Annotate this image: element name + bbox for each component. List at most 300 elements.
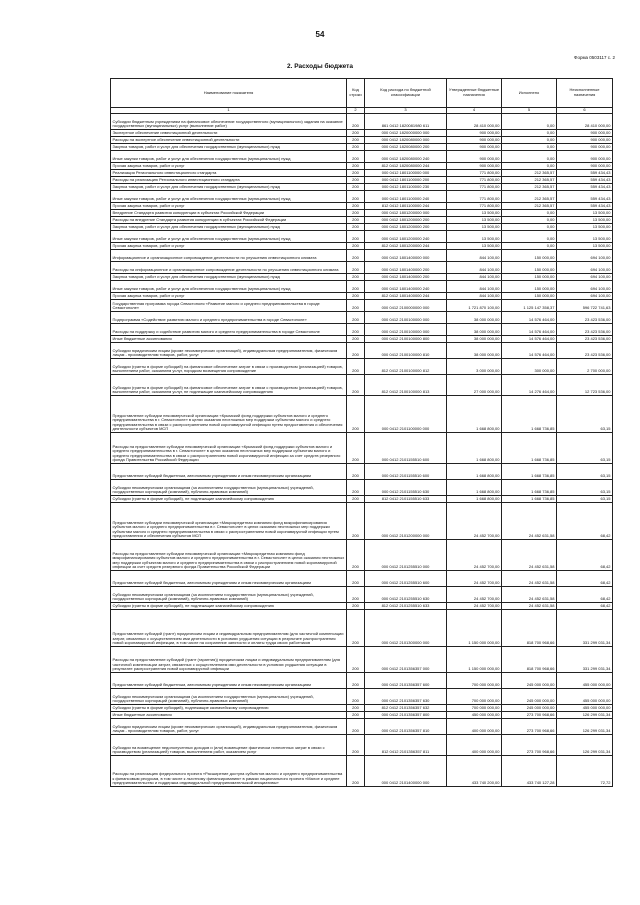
row-executed: 1 125 147 358,37 — [502, 300, 557, 312]
row-approved: 450 000 000,00 — [447, 712, 502, 719]
row-approved: 700 000 000,00 — [447, 689, 502, 705]
row-name: Предоставление субсидий бюджетным, автономным учреждениям и иным некоммерческим организациям — [111, 571, 347, 587]
row-budget-code: 000 0412 2100100000 000 — [365, 312, 447, 324]
row-approved: 844 100,00 — [447, 293, 502, 300]
row-budget-code: 812 0412 1801200000 244 — [365, 243, 447, 250]
row-name: Иные закупки товаров, работ и услуг для обеспечения государственных (муниципальных) нужд — [111, 281, 347, 293]
row-name: Субсидии (гранты в форме субсидий), не подлежащие казначейскому сопровождению — [111, 603, 347, 610]
row-budget-code: 000 0412 1801100000 200 — [365, 177, 447, 184]
column-number: 4 — [447, 108, 502, 114]
row-unexecuted: 694 100,00 — [557, 262, 613, 274]
row-approved: 700 000 000,00 — [447, 673, 502, 689]
row-budget-code: 812 0412 2100100000 812 — [365, 359, 447, 375]
row-name: Государственная программа города Севастополя «Развитие малого и среднего предпринимательства в городе Севастополе» — [111, 300, 347, 312]
row-name: Расходы на информационное и организационное сопровождение деятельности по улучшению инвестиционного климата — [111, 262, 347, 274]
row-unexecuted: 12 723 536,00 — [557, 375, 613, 396]
row-line-code: 200 — [347, 184, 365, 191]
table-row — [111, 243, 613, 250]
row-approved: 900 000,00 — [447, 130, 502, 137]
row-approved: 24 452 700,00 — [447, 603, 502, 610]
row-name: Информационное и организационное сопровождение деятельности по улучшению инвестиционного климата — [111, 250, 347, 262]
table-row — [111, 587, 613, 603]
row-line-code: 200 — [347, 719, 365, 735]
table-row — [111, 689, 613, 705]
row-unexecuted: 68,42 — [557, 540, 613, 571]
row-approved: 24 452 700,00 — [447, 587, 502, 603]
form-code: Форма 0503117 с. 2 — [574, 55, 615, 60]
row-executed: 24 452 631,58 — [502, 540, 557, 571]
table-row — [111, 184, 613, 191]
row-approved: 38 000 000,00 — [447, 336, 502, 343]
row-budget-code: 000 0412 2101155510 630 — [365, 480, 447, 496]
row-line-code: 200 — [347, 705, 365, 712]
row-name: Субсидии юридическим лицам (кроме некоммерческих организаций), индивидуальным предпринимателям, физическим лицам - производителям товаров, работ, услуг — [111, 343, 347, 359]
row-unexecuted: 559 434,43 — [557, 191, 613, 203]
row-name: Иные бюджетные ассигнования — [111, 336, 347, 343]
row-budget-code: 000 0412 1801400000 200 — [365, 274, 447, 281]
table-row — [111, 217, 613, 224]
table-row — [111, 610, 613, 647]
table-row — [111, 163, 613, 170]
row-line-code: 200 — [347, 603, 365, 610]
table-row — [111, 603, 613, 610]
row-line-code: 200 — [347, 130, 365, 137]
row-executed: 212 365,57 — [502, 170, 557, 177]
row-executed: 1 668 736,85 — [502, 496, 557, 503]
row-executed: 0,00 — [502, 130, 557, 137]
row-line-code: 200 — [347, 735, 365, 756]
row-budget-code: 000 0412 2101356357 810 — [365, 719, 447, 735]
row-name: Прочая закупка товаров, работ и услуг — [111, 203, 347, 210]
row-unexecuted: 126 299 031,34 — [557, 712, 613, 719]
row-name: Закупка товаров, работ и услуг для обеспечения государственных (муниципальных) нужд — [111, 144, 347, 151]
column-number: 2 — [347, 108, 365, 114]
row-name: Расходы на внедрение Стандарта развития конкуренции в субъектах Российской Федерации — [111, 217, 347, 224]
table-row — [111, 210, 613, 217]
row-budget-code: 812 0412 2101356357 632 — [365, 705, 447, 712]
row-approved: 771 800,00 — [447, 203, 502, 210]
row-line-code: 200 — [347, 480, 365, 496]
row-budget-code: 000 0412 2101356357 800 — [365, 712, 447, 719]
row-unexecuted: 13 500,00 — [557, 231, 613, 243]
row-budget-code: 000 0412 1801100000 240 — [365, 191, 447, 203]
table-row — [111, 203, 613, 210]
row-line-code: 200 — [347, 191, 365, 203]
row-executed: 1 668 736,85 — [502, 396, 557, 433]
row-line-code: 200 — [347, 224, 365, 231]
row-line-code: 200 — [347, 503, 365, 540]
row-name: Предоставление субсидий (грант) юридическим лицам и индивидуальным предпринимателям (для частичной компенсации затрат, связанных с осуществлением ими деятельности в условиях ухудшения ситуации в результате распространения новой коронавирусной инфекции, в том числе на сохранение занятости и оплаты труда своих работников — [111, 610, 347, 647]
table-row — [111, 144, 613, 151]
row-line-code: 200 — [347, 163, 365, 170]
row-line-code: 200 — [347, 433, 365, 464]
row-unexecuted: 455 000 000,00 — [557, 673, 613, 689]
row-unexecuted: 23 423 536,00 — [557, 324, 613, 336]
row-name: Расходы на предоставление субсидии некоммерческой организации «Крымский фонд поддержки субъектов малого и среднего предпринимательства в г. Севастополе» в целях оказания неотложных мер поддержки субъектам малого и среднего предпринимательства в связи с распространением новой коронавирусной инфекции за счет средств резервного фонда Правительства Российской Федерации — [111, 433, 347, 464]
row-budget-code: 000 0412 2100100000 810 — [365, 343, 447, 359]
table-row — [111, 114, 613, 130]
row-name: Субсидии юридическим лицам (кроме некоммерческих организаций), индивидуальным предпринимателям, физическим лицам - производителям товаров, работ, услуг — [111, 719, 347, 735]
table-row — [111, 281, 613, 293]
row-name: Предоставление субсидии некоммерческой организации «Микрокредитная компания фонд микрофинансирования субъектов малого и среднего предпринимательства в г. Севастополе» в целях оказания неотложных мер поддержки субъектам малого и среднего предпринимательства в связи с распространением новой коронавирусной инфекции путем предоставления и обеспечения субъектов МСП — [111, 503, 347, 540]
row-budget-code: 000 0412 1801400000 240 — [365, 281, 447, 293]
row-approved: 900 000,00 — [447, 151, 502, 163]
table-row — [111, 433, 613, 464]
row-name: Субсидии (гранты в форме субсидий), подлежащие казначейскому сопровождению — [111, 705, 347, 712]
table-row — [111, 712, 613, 719]
row-executed: 24 452 631,58 — [502, 503, 557, 540]
table-row — [111, 540, 613, 571]
row-unexecuted: 28 410 000,00 — [557, 114, 613, 130]
row-approved: 771 800,00 — [447, 170, 502, 177]
row-budget-code: 000 0412 1801400000 000 — [365, 250, 447, 262]
row-line-code: 200 — [347, 396, 365, 433]
row-approved: 24 452 700,00 — [447, 571, 502, 587]
row-unexecuted: 559 434,43 — [557, 177, 613, 184]
row-name: Реализация Регионального инвестиционного стандарта — [111, 170, 347, 177]
row-unexecuted: 694 100,00 — [557, 281, 613, 293]
row-line-code: 200 — [347, 217, 365, 224]
row-line-code: 200 — [347, 647, 365, 673]
table-row — [111, 130, 613, 137]
row-executed: 24 452 631,58 — [502, 603, 557, 610]
table-row — [111, 464, 613, 480]
row-approved: 844 100,00 — [447, 281, 502, 293]
row-name: Расходы на реализацию федерального проекта «Расширение доступа субъектов малого и среднего предпринимательства к финансовым ресурсам, в том числе к льготному финансированию» в рамках национального проекта «Малое и среднее предпринимательство и поддержка индивидуальной предпринимательской инициативы» — [111, 756, 347, 787]
row-executed: 14 276 464,00 — [502, 375, 557, 396]
row-line-code: 200 — [347, 243, 365, 250]
row-line-code: 200 — [347, 177, 365, 184]
row-budget-code: 000 0412 2100100000 000 — [365, 324, 447, 336]
row-budget-code: 812 0412 2101155510 633 — [365, 496, 447, 503]
row-name: Расходы на предоставление субсидий (грант (гарантия)) юридическим лицам и индивидуальным предпринимателям (для частичной компенсации затрат, связанных с осуществлением ими деятельности в условиях ухудшения ситуации в результате распространения новой коронавирусной инфекции — [111, 647, 347, 673]
row-unexecuted: 694 100,00 — [557, 274, 613, 281]
row-executed: 212 365,57 — [502, 203, 557, 210]
row-unexecuted: 13 500,00 — [557, 210, 613, 217]
row-budget-code: 000 0412 2100100000 800 — [365, 336, 447, 343]
table-row — [111, 396, 613, 433]
row-executed: 818 700 968,66 — [502, 647, 557, 673]
row-line-code: 200 — [347, 610, 365, 647]
expenses-table — [110, 78, 613, 787]
row-executed: 273 700 968,66 — [502, 712, 557, 719]
table-row — [111, 647, 613, 673]
row-name: Иные закупки товаров, работ и услуг для обеспечения государственных (муниципальных) нужд — [111, 191, 347, 203]
row-approved: 24 452 700,00 — [447, 540, 502, 571]
row-unexecuted: 63,15 — [557, 433, 613, 464]
table-row — [111, 262, 613, 274]
row-unexecuted: 72,72 — [557, 756, 613, 787]
row-name: Расходы на предоставление субсидии некоммерческой организации «Микрокредитная компания фонд микрофинансирования субъектов малого и среднего предпринимательства в г. Севастополе» в целях оказания неотложных мер поддержки субъектам малого и среднего предпринимательства в связи с распространением новой коронавирусной инфекции за счет средств резервного фонда Правительства Российской Федерации — [111, 540, 347, 571]
row-budget-code: 000 0412 2101300000 000 — [365, 610, 447, 647]
table-row — [111, 705, 613, 712]
row-name: Субсидии на возмещение недополученных доходов и (или) возмещение фактически понесенных затрат в связи с производством (реализацией) товаров, выполнением работ, оказанием услуг — [111, 735, 347, 756]
row-approved: 844 100,00 — [447, 262, 502, 274]
table-row — [111, 312, 613, 324]
header-executed: Исполнено — [502, 79, 557, 108]
row-budget-code: 000 0412 2101100000 000 — [365, 396, 447, 433]
row-executed: 150 000,00 — [502, 262, 557, 274]
row-budget-code: 812 0412 2101356357 811 — [365, 735, 447, 756]
row-line-code: 200 — [347, 250, 365, 262]
row-budget-code: 000 0412 1820000000 000 — [365, 130, 447, 137]
row-line-code: 200 — [347, 375, 365, 396]
row-executed: 14 576 464,00 — [502, 324, 557, 336]
row-budget-code: 000 0412 2101356357 000 — [365, 647, 447, 673]
row-approved: 844 100,00 — [447, 274, 502, 281]
row-budget-code: 812 0412 1801100000 244 — [365, 203, 447, 210]
row-unexecuted: 331 299 031,34 — [557, 610, 613, 647]
header-unexecuted: Неисполненные назначения — [557, 79, 613, 108]
row-name: Иные бюджетные ассигнования — [111, 712, 347, 719]
row-approved: 38 000 000,00 — [447, 324, 502, 336]
row-budget-code: 000 0412 2101255510 000 — [365, 540, 447, 571]
row-executed: 0,00 — [502, 163, 557, 170]
table-row — [111, 375, 613, 396]
row-budget-code: 000 0412 2101400000 000 — [365, 756, 447, 787]
row-approved: 1 668 800,00 — [447, 464, 502, 480]
row-name: Закупка товаров, работ и услуг для обеспечения государственных (муниципальных) нужд — [111, 274, 347, 281]
row-unexecuted: 126 299 031,34 — [557, 735, 613, 756]
row-budget-code: 000 0412 1801200000 240 — [365, 231, 447, 243]
row-unexecuted: 900 000,00 — [557, 144, 613, 151]
row-approved: 1 668 800,00 — [447, 433, 502, 464]
table-row — [111, 250, 613, 262]
row-budget-code: 000 0412 2101155510 600 — [365, 433, 447, 464]
row-budget-code: 000 0412 2101155510 600 — [365, 464, 447, 480]
table-row — [111, 503, 613, 540]
row-executed: 0,00 — [502, 137, 557, 144]
row-name: Иные закупки товаров, работ и услуг для обеспечения государственных (муниципальных) нужд — [111, 151, 347, 163]
row-executed: 14 576 464,00 — [502, 343, 557, 359]
row-executed: 24 452 631,58 — [502, 587, 557, 603]
row-budget-code: 000 0412 1820080000 000 — [365, 137, 447, 144]
row-budget-code: 812 0412 1820080000 244 — [365, 163, 447, 170]
table-row — [111, 496, 613, 503]
row-unexecuted: 596 722 741,63 — [557, 300, 613, 312]
row-name: Предоставление субсидии некоммерческой организации «Крымский фонд поддержки субъектов малого и среднего предпринимательства в г. Севастополе» в целях оказания неотложных мер поддержки субъектам малого и среднего предпринимательства в связи с распространением новой коронавирусной инфекции путем предоставления и обеспечения деятельности субъектов МСП — [111, 396, 347, 433]
row-budget-code: 000 0412 2101255510 600 — [365, 571, 447, 587]
table-row — [111, 359, 613, 375]
row-budget-code: 000 0412 2101200000 000 — [365, 503, 447, 540]
row-executed: 150 000,00 — [502, 250, 557, 262]
page-number: 54 — [315, 30, 325, 39]
row-budget-code: 000 0412 2101356357 600 — [365, 673, 447, 689]
row-executed: 273 700 968,66 — [502, 719, 557, 735]
row-line-code: 200 — [347, 359, 365, 375]
row-unexecuted: 2 700 000,00 — [557, 359, 613, 375]
row-budget-code: 812 0412 1801400000 244 — [365, 293, 447, 300]
row-line-code: 200 — [347, 114, 365, 130]
header-line-code: Код строки — [347, 79, 365, 108]
row-approved: 700 000 000,00 — [447, 705, 502, 712]
row-budget-code: 000 0412 1801200000 200 — [365, 224, 447, 231]
table-row — [111, 480, 613, 496]
column-number: 6 — [557, 108, 613, 114]
column-number: 3 — [365, 108, 447, 114]
row-line-code: 200 — [347, 336, 365, 343]
header-approved: Утвержденные бюджетные назначения — [447, 79, 502, 108]
table-row — [111, 343, 613, 359]
row-name: Закупка товаров, работ и услуг для обеспечения государственных (муниципальных) нужд — [111, 224, 347, 231]
row-unexecuted: 13 500,00 — [557, 243, 613, 250]
row-line-code: 200 — [347, 151, 365, 163]
row-budget-code: 000 0412 1801100000 000 — [365, 170, 447, 177]
row-unexecuted: 900 000,00 — [557, 137, 613, 144]
row-unexecuted: 900 000,00 — [557, 130, 613, 137]
row-executed: 300 000,00 — [502, 359, 557, 375]
table-body — [111, 114, 613, 787]
row-budget-code: 000 0412 1820080000 240 — [365, 151, 447, 163]
row-name: Расходы на реализацию Регионального инвестиционного стандарта — [111, 177, 347, 184]
row-name: Закупка товаров, работ и услуг для обеспечения государственных (муниципальных) нужд — [111, 184, 347, 191]
row-line-code: 200 — [347, 144, 365, 151]
row-approved: 900 000,00 — [447, 144, 502, 151]
row-budget-code: 000 0412 2100000000 000 — [365, 300, 447, 312]
row-unexecuted: 63,15 — [557, 396, 613, 433]
row-approved: 13 500,00 — [447, 210, 502, 217]
row-line-code: 200 — [347, 496, 365, 503]
row-budget-code: 000 0412 1801200000 200 — [365, 217, 447, 224]
row-name: Прочая закупка товаров, работ и услуг — [111, 163, 347, 170]
row-budget-code: 000 0412 1801100000 230 — [365, 184, 447, 191]
row-executed: 245 000 000,00 — [502, 673, 557, 689]
row-unexecuted: 694 100,00 — [557, 250, 613, 262]
row-unexecuted: 559 434,43 — [557, 170, 613, 177]
row-line-code: 200 — [347, 300, 365, 312]
table-row — [111, 151, 613, 163]
row-approved: 771 800,00 — [447, 177, 502, 184]
row-executed: 0,00 — [502, 217, 557, 224]
row-unexecuted: 13 500,00 — [557, 217, 613, 224]
row-line-code: 200 — [347, 343, 365, 359]
table-row — [111, 137, 613, 144]
row-approved: 27 000 000,00 — [447, 375, 502, 396]
row-line-code: 200 — [347, 210, 365, 217]
row-approved: 1 150 000 000,00 — [447, 647, 502, 673]
table-row — [111, 300, 613, 312]
row-line-code: 200 — [347, 587, 365, 603]
row-unexecuted: 68,42 — [557, 571, 613, 587]
row-unexecuted: 63,15 — [557, 480, 613, 496]
row-executed: 24 452 631,58 — [502, 571, 557, 587]
row-approved: 38 000 000,00 — [447, 312, 502, 324]
table-row — [111, 177, 613, 184]
row-executed: 212 365,57 — [502, 177, 557, 184]
row-approved: 3 000 000,00 — [447, 359, 502, 375]
header-name: Наименование показателя — [111, 79, 347, 108]
row-approved: 900 000,00 — [447, 163, 502, 170]
row-budget-code: 812 0412 2101255510 633 — [365, 603, 447, 610]
row-budget-code: 000 0412 2101356357 630 — [365, 689, 447, 705]
table-row — [111, 170, 613, 177]
row-approved: 28 410 000,00 — [447, 114, 502, 130]
row-name: Субсидии (гранты в форме субсидий) на финансовое обеспечение затрат в связи с производством (реализацией) товаров, выполнением работ, оказанием услуг, порядком возмещения сопровождение — [111, 359, 347, 375]
row-approved: 1 668 800,00 — [447, 496, 502, 503]
section-title: 2. Расходы бюджета — [287, 63, 353, 70]
row-unexecuted: 68,42 — [557, 603, 613, 610]
row-approved: 1 721 870 100,00 — [447, 300, 502, 312]
row-unexecuted: 559 434,43 — [557, 184, 613, 191]
row-name: Субсидии (гранты в форме субсидий), не подлежащие казначейскому сопровождению — [111, 496, 347, 503]
row-line-code: 200 — [347, 673, 365, 689]
row-approved: 771 800,00 — [447, 184, 502, 191]
table-row — [111, 191, 613, 203]
row-line-code: 200 — [347, 689, 365, 705]
table-row — [111, 336, 613, 343]
row-line-code: 200 — [347, 540, 365, 571]
row-line-code: 200 — [347, 312, 365, 324]
row-unexecuted: 900 000,00 — [557, 163, 613, 170]
row-name: Субсидии некоммерческим организациям (за исключением государственных (муниципальных) учреждений, государственных корпораций (компаний), публично-правовых компаний) — [111, 689, 347, 705]
row-name: Расходы на поддержку и содействие развитию малого и среднего предпринимательства в городе Севастополе — [111, 324, 347, 336]
table-row — [111, 324, 613, 336]
row-approved: 771 800,00 — [447, 191, 502, 203]
row-name: Подпрограмма «Содействие развитию малого и среднего предпринимательства в городе Севастополе» — [111, 312, 347, 324]
row-executed: 150 000,00 — [502, 281, 557, 293]
row-line-code: 200 — [347, 712, 365, 719]
row-executed: 818 700 968,66 — [502, 610, 557, 647]
row-name: Субсидии некоммерческим организациям (за исключением государственных (муниципальных) учреждений, государственных корпораций (компаний), публично-правовых компаний) — [111, 480, 347, 496]
row-executed: 0,00 — [502, 224, 557, 231]
row-approved: 1 150 000 000,00 — [447, 610, 502, 647]
row-unexecuted: 900 000,00 — [557, 151, 613, 163]
row-approved: 24 452 700,00 — [447, 503, 502, 540]
row-approved: 400 000 000,00 — [447, 719, 502, 735]
row-approved: 844 100,00 — [447, 250, 502, 262]
row-executed: 0,00 — [502, 151, 557, 163]
row-name: Иные закупки товаров, работ и услуг для обеспечения государственных (муниципальных) нужд — [111, 231, 347, 243]
row-name: Субсидии (гранты в форме субсидий) на финансовое обеспечение затрат в связи с производством (реализацией) товаров, выполнением работ, оказанием услуг, не подлежащие казначейскому сопровождению — [111, 375, 347, 396]
row-executed: 212 365,57 — [502, 191, 557, 203]
row-unexecuted: 126 299 031,34 — [557, 719, 613, 735]
row-approved: 900 000,00 — [447, 137, 502, 144]
table-row — [111, 224, 613, 231]
row-budget-code: 812 0412 2100100000 813 — [365, 375, 447, 396]
row-unexecuted: 23 423 536,00 — [557, 336, 613, 343]
row-name: Расходы на экспертное обеспечение инвестиционной деятельности — [111, 137, 347, 144]
row-unexecuted: 13 500,00 — [557, 224, 613, 231]
table-row — [111, 673, 613, 689]
row-unexecuted: 63,15 — [557, 496, 613, 503]
row-executed: 1 668 736,85 — [502, 480, 557, 496]
row-executed: 0,00 — [502, 114, 557, 130]
column-number: 1 — [111, 108, 347, 114]
row-name: Предоставление субсидий бюджетным, автономным учреждениям и иным некоммерческим организациям — [111, 673, 347, 689]
row-line-code: 200 — [347, 293, 365, 300]
row-unexecuted: 68,42 — [557, 587, 613, 603]
row-name: Субсидии некоммерческим организациям (за исключением государственных (муниципальных) учреждений, государственных корпораций (компаний), публично-правовых компаний) — [111, 587, 347, 603]
row-line-code: 200 — [347, 203, 365, 210]
row-budget-code: 000 0412 1801400000 200 — [365, 262, 447, 274]
row-line-code: 200 — [347, 464, 365, 480]
row-approved: 400 000 000,00 — [447, 735, 502, 756]
row-executed: 1 668 736,85 — [502, 433, 557, 464]
row-approved: 1 668 800,00 — [447, 396, 502, 433]
row-approved: 1 668 800,00 — [447, 480, 502, 496]
row-unexecuted: 63,15 — [557, 464, 613, 480]
row-approved: 433 740 200,00 — [447, 756, 502, 787]
row-line-code: 200 — [347, 262, 365, 274]
row-unexecuted: 23 423 536,00 — [557, 312, 613, 324]
row-approved: 13 500,00 — [447, 231, 502, 243]
table-row — [111, 231, 613, 243]
row-line-code: 200 — [347, 231, 365, 243]
row-name: Прочая закупка товаров, работ и услуг — [111, 243, 347, 250]
row-executed: 245 000 000,00 — [502, 689, 557, 705]
row-line-code: 200 — [347, 756, 365, 787]
table-row — [111, 719, 613, 735]
